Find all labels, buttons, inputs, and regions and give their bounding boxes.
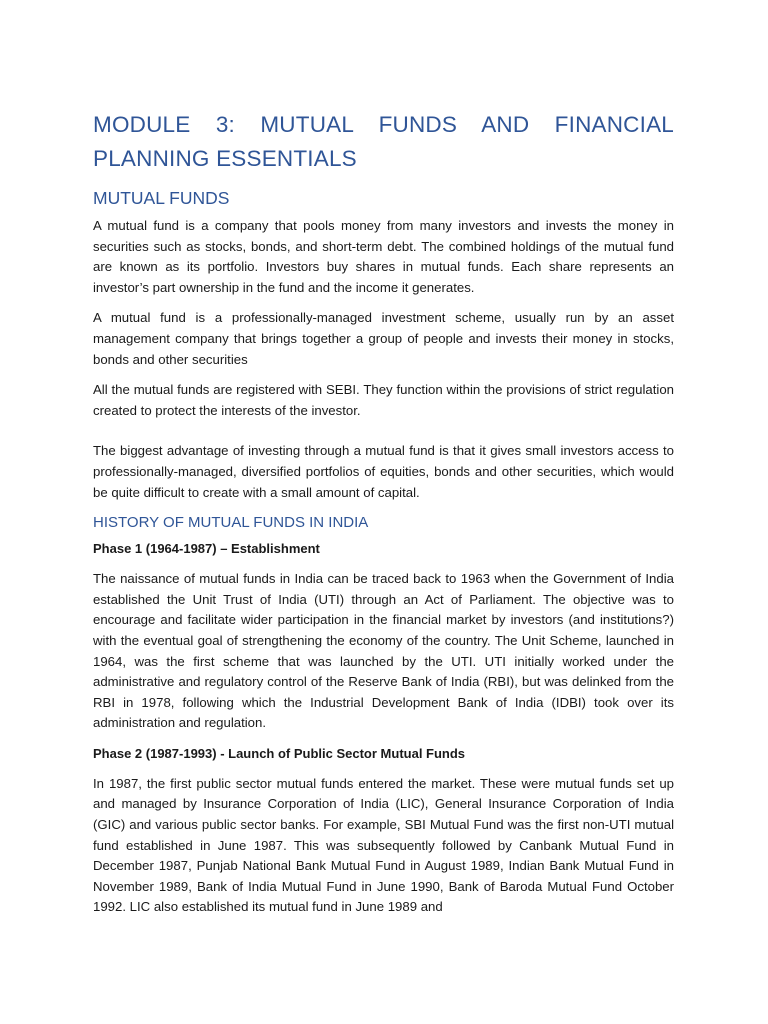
- paragraph: A mutual fund is a professionally-managed investment scheme, usually run by an asset management company that brings together a group of people and invests their money in stocks, bonds and other securities: [93, 310, 674, 367]
- paragraph: A mutual fund is a company that pools money from many investors and invests the money in securities such as stocks, bonds, and short-term debt. The combined holdings of the mutual fund are known as its portfolio. Investors buy shares in mutual funds. Each share represents an investor’s part ownership in the fund and the income it generates.: [93, 218, 674, 295]
- phase-1-title: Phase 1 (1964-1987) – Establishment: [93, 541, 320, 557]
- document-page: [93, 108, 674, 928]
- phase-2-paragraph: In 1987, the first public sector mutual funds entered the market. These were mutual funds set up and managed by Insurance Corporation of India (LIC), General Insurance Corporation of India (GIC) and various public sector banks. For example, SBI Mutual Fund was the first non-UTI mutual fund established in June 1987. This was subsequently followed by Canbank Mutual Fund in December 1987, Punjab National Bank Mutual Fund in August 1989, Indian Bank Mutual Fund in November 1989, Bank of India Mutual Fund in June 1990, Bank of Baroda Mutual Fund October 1992. LIC also established its mutual fund in June 1989 and: [93, 775, 674, 915]
- paragraph: All the mutual funds are registered with SEBI. They function within the provisions of strict regulation created to protect the interests of the investor.: [93, 382, 674, 418]
- paragraph: The biggest advantage of investing through a mutual fund is that it gives small investors access to professionally-managed, diversified portfolios of equities, bonds and other securities, which would be quite difficult to create with a small amount of capital.: [93, 443, 674, 500]
- section-heading-mutual-funds: MUTUAL FUNDS: [93, 188, 230, 208]
- section-heading-history: HISTORY OF MUTUAL FUNDS IN INDIA: [93, 514, 369, 532]
- phase-1-paragraph: The naissance of mutual funds in India can be traced back to 1963 when the Government of India established the Unit Trust of India (UTI) through an Act of Parliament. The objective was to encourage and facilitate wider participation in the financial market by investors (and institutions?) with the eventual goal of strengthening the economy of the country. The Unit Scheme, launched in 1964, was the first scheme that was launched by the UTI. UTI initially worked under the administrative and regulatory control of the Reserve Bank of India (RBI), but was delinked from the RBI in 1978, following which the Industrial Development Bank of India (IDBI) took over its administration and regulation.: [93, 571, 674, 731]
- spacer: [93, 431, 674, 441]
- phase-2-title: Phase 2 (1987-1993) - Launch of Public Sector Mutual Funds: [93, 745, 466, 761]
- page-title: MODULE 3: MUTUAL FUNDS AND FINANCIAL PLANNING ESSENTIALS: [93, 112, 674, 171]
